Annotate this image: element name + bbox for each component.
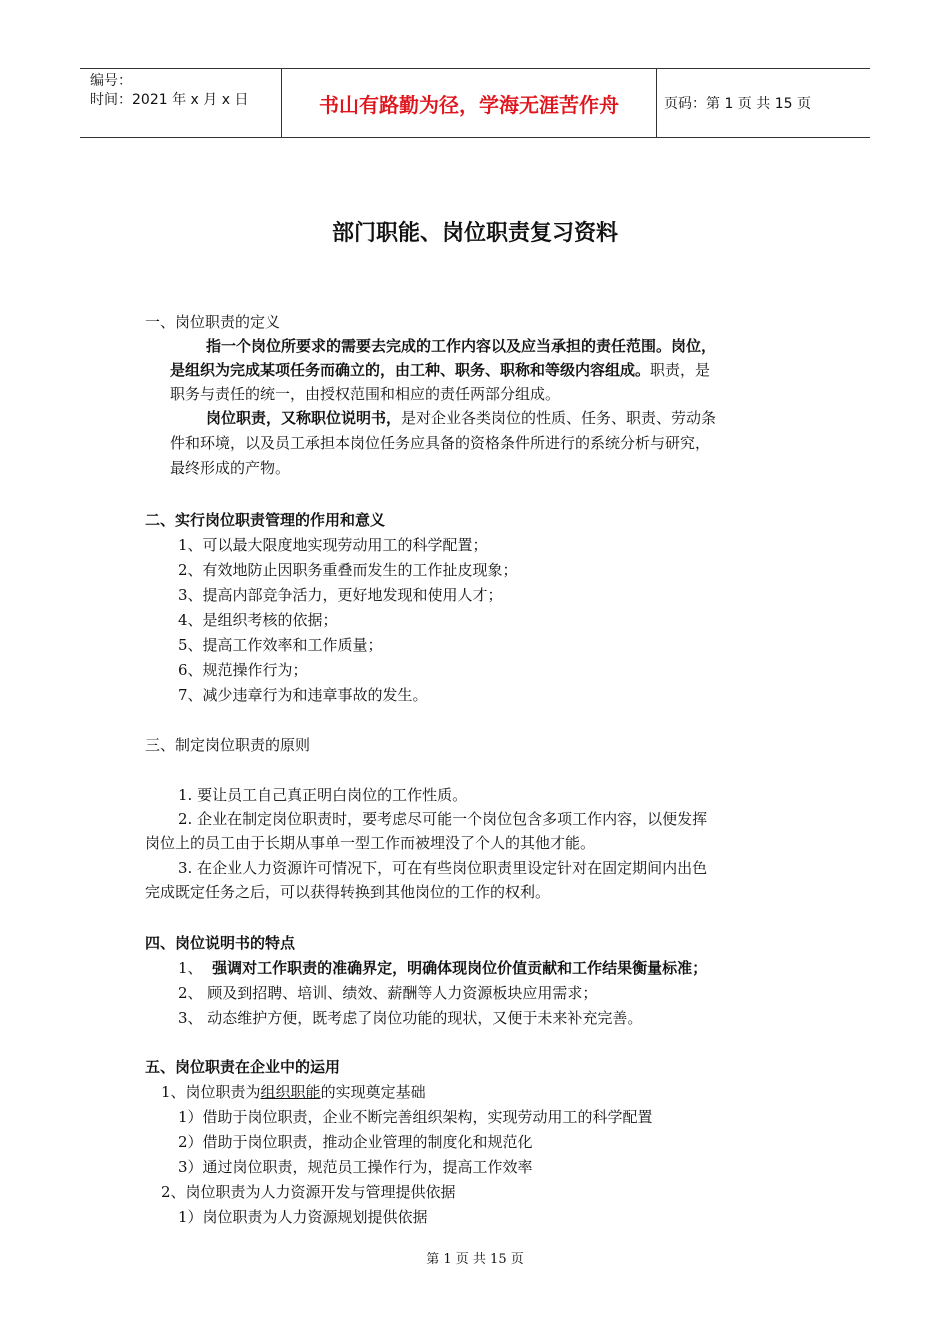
page-footer: 第 1 页 共 15 页 bbox=[426, 1252, 524, 1267]
list-item: 3、提高内部竞争活力，更好地发现和使用人才； bbox=[178, 586, 503, 604]
section-1-para-2-line-3: 最终形成的产物。 bbox=[170, 459, 291, 477]
section-5-sub-1 bbox=[161, 1082, 426, 1102]
plain-text: 1、岗位职责为 bbox=[161, 1083, 261, 1101]
plain-text: 职责，是 bbox=[650, 361, 711, 379]
section-2-heading: 二、实行岗位职责管理的作用和意义 bbox=[145, 511, 386, 529]
section-1-para-2-line-2: 件和环境，以及员工承担本岗位任务应具备的资格条件所进行的系统分析与研究， bbox=[170, 434, 711, 452]
list-item: 1、可以最大限度地实现劳动用工的科学配置； bbox=[178, 536, 488, 554]
document-title: 部门职能、岗位职责复习资料 bbox=[331, 221, 618, 246]
list-item: 3）通过岗位职责，规范员工操作行为，提高工作效率 bbox=[178, 1158, 533, 1176]
bold-text: 岗位职责，又称职位说明书， bbox=[206, 409, 402, 427]
bold-text: 强调对工作职责的准确界定，明确体现岗位价值贡献和工作结果衡量标准； bbox=[212, 959, 708, 977]
item-number: 1、 bbox=[178, 959, 203, 977]
list-item: 1）岗位职责为人力资源规划提供依据 bbox=[178, 1208, 428, 1226]
section-1-para-1-line-1: 指一个岗位所要求的需要去完成的工作内容以及应当承担的责任范围。岗位， bbox=[206, 337, 717, 355]
section-3-principle-2-line-1: 2. 企业在制定岗位职责时，要考虑尽可能一个岗位包含多项工作内容，以便发挥 bbox=[178, 810, 708, 828]
list-item: 2）借助于岗位职责，推动企业管理的制度化和规范化 bbox=[178, 1133, 533, 1151]
section-4-heading: 四、岗位说明书的特点 bbox=[145, 934, 296, 952]
section-3-principle-2-line-2: 岗位上的员工由于长期从事单一型工作而被埋没了个人的其他才能。 bbox=[145, 834, 596, 852]
section-5-sub-2: 2、岗位职责为人力资源开发与管理提供依据 bbox=[161, 1183, 456, 1201]
section-3-principle-3-line-2: 完成既定任务之后，可以获得转换到其他岗位的工作的权利。 bbox=[145, 883, 551, 901]
header-motto: 书山有路勤为径，学海无涯苦作舟 bbox=[281, 69, 657, 137]
header-page-info: 页码：第 1 页 共 15 页 bbox=[664, 96, 811, 112]
section-1-para-2-line-1 bbox=[206, 408, 716, 428]
header-meta bbox=[80, 69, 281, 137]
org-function-link[interactable]: 组织职能 bbox=[260, 1083, 321, 1101]
bold-text: 是组织为完成某项任务而确立的，由工种、职务、职称和等级内容组成。 bbox=[170, 361, 651, 379]
section-5-heading: 五、岗位职责在企业中的运用 bbox=[145, 1058, 341, 1076]
plain-text: 是对企业各类岗位的性质、任务、职责、劳动条 bbox=[401, 409, 717, 427]
section-3-principle-1: 1. 要让员工自己真正明白岗位的工作性质。 bbox=[178, 786, 468, 804]
section-3-principle-3-line-1: 3. 在企业人力资源许可情况下，可在有些岗位职责里设定针对在固定期间内出色 bbox=[178, 859, 708, 877]
list-item: 6、规范操作行为； bbox=[178, 661, 308, 679]
section-3-heading: 三、制定岗位职责的原则 bbox=[145, 736, 311, 754]
list-item: 1）借助于岗位职责，企业不断完善组织架构，实现劳动用工的科学配置 bbox=[178, 1108, 653, 1126]
plain-text: 的实现奠定基础 bbox=[320, 1083, 426, 1101]
section-4-item-1 bbox=[178, 958, 707, 978]
section-1-heading: 一、岗位职责的定义 bbox=[145, 313, 281, 331]
section-1-para-1-line-3: 职务与责任的统一，由授权范围和相应的责任两部分组成。 bbox=[170, 385, 561, 403]
section-1-para-1-line-2 bbox=[170, 360, 710, 380]
section-4-item-3: 3、 动态维护方便，既考虑了岗位功能的现状，又便于未来补充完善。 bbox=[178, 1009, 643, 1027]
page-header bbox=[80, 68, 870, 138]
section-4-item-2: 2、 顾及到招聘、培训、绩效、薪酬等人力资源板块应用需求； bbox=[178, 984, 598, 1002]
list-item: 2、有效地防止因职务重叠而发生的工作扯皮现象； bbox=[178, 561, 518, 579]
document-date-label: 时间：2021 年 x 月 x 日 bbox=[90, 92, 249, 108]
document-number-label: 编号： bbox=[90, 73, 132, 89]
list-item: 5、提高工作效率和工作质量； bbox=[178, 636, 383, 654]
list-item: 4、是组织考核的依据； bbox=[178, 611, 338, 629]
list-item: 7、减少违章行为和违章事故的发生。 bbox=[178, 686, 428, 704]
